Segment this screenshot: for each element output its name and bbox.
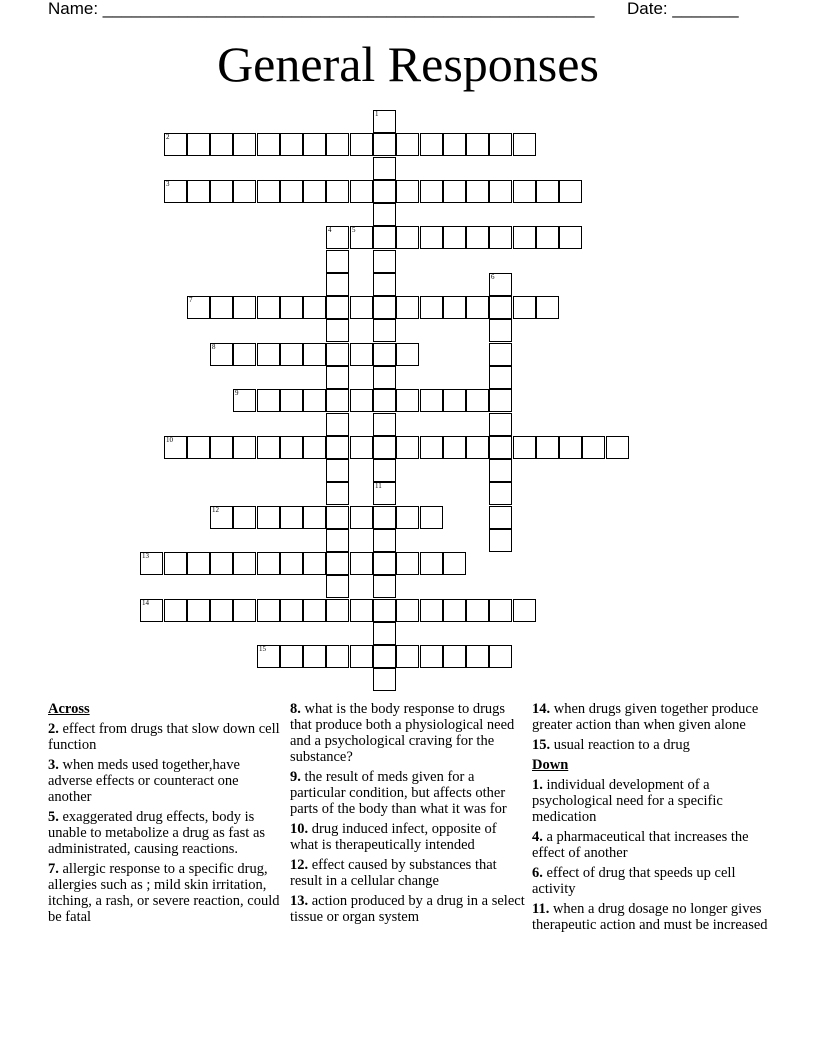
grid-cell[interactable] xyxy=(420,436,443,459)
clues-column-2 xyxy=(290,701,526,929)
clue-number: 14 xyxy=(142,599,149,607)
grid-cell[interactable] xyxy=(326,389,349,412)
grid-cell[interactable] xyxy=(373,622,396,645)
grid-cell[interactable] xyxy=(350,226,373,249)
page-title: General Responses xyxy=(217,36,599,92)
grid-cell[interactable] xyxy=(489,506,512,529)
grid-cell[interactable] xyxy=(326,552,349,575)
grid-cell[interactable] xyxy=(373,180,396,203)
grid-cell[interactable] xyxy=(489,319,512,342)
grid-cell[interactable] xyxy=(350,296,373,319)
grid-cell[interactable] xyxy=(420,296,443,319)
grid-cell[interactable] xyxy=(373,343,396,366)
grid-cell[interactable] xyxy=(303,133,326,156)
clue-number: 4 xyxy=(328,226,332,234)
grid-cell[interactable] xyxy=(466,296,489,319)
grid-cell[interactable] xyxy=(164,436,187,459)
grid-cell[interactable] xyxy=(280,645,303,668)
grid-cell[interactable] xyxy=(373,436,396,459)
grid-cell[interactable] xyxy=(420,645,443,668)
grid-cell[interactable] xyxy=(489,599,512,622)
grid-cell[interactable] xyxy=(280,296,303,319)
grid-cell[interactable] xyxy=(350,343,373,366)
grid-cell[interactable] xyxy=(280,599,303,622)
grid-cell[interactable] xyxy=(373,157,396,180)
clue-across-13: 13. action produced by a drug in a select tissue or organ system xyxy=(290,893,525,925)
grid-cell[interactable] xyxy=(326,413,349,436)
grid-cell[interactable] xyxy=(326,645,349,668)
grid-cell[interactable] xyxy=(326,343,349,366)
grid-cell[interactable] xyxy=(513,133,536,156)
clue-number: 11 xyxy=(375,482,382,490)
clue-number: 2 xyxy=(166,133,170,141)
grid-cell[interactable] xyxy=(373,529,396,552)
grid-cell[interactable] xyxy=(280,180,303,203)
clues-column-3 xyxy=(532,701,768,937)
grid-cell[interactable] xyxy=(280,133,303,156)
grid-cell[interactable] xyxy=(233,552,256,575)
grid-cell[interactable] xyxy=(257,180,280,203)
clue-across-9: 9. the result of meds given for a particular condition, but affects other parts of the body than what it was for xyxy=(290,769,507,817)
grid-cell[interactable] xyxy=(489,529,512,552)
grid-cell[interactable] xyxy=(303,296,326,319)
clue-across-12: 12. effect caused by substances that result in a cellular change xyxy=(290,857,497,889)
grid-cell[interactable] xyxy=(373,575,396,598)
grid-cell[interactable] xyxy=(373,226,396,249)
grid-cell[interactable] xyxy=(396,343,419,366)
grid-cell[interactable] xyxy=(187,133,210,156)
grid-cell[interactable] xyxy=(373,668,396,691)
grid-cell[interactable] xyxy=(420,389,443,412)
grid-cell[interactable] xyxy=(443,180,466,203)
grid-cell[interactable] xyxy=(373,552,396,575)
grid-cell[interactable] xyxy=(233,506,256,529)
grid-cell[interactable] xyxy=(443,389,466,412)
grid-cell[interactable] xyxy=(536,436,559,459)
grid-cell[interactable] xyxy=(466,436,489,459)
clue-number: 1 xyxy=(375,110,379,118)
grid-cell[interactable] xyxy=(489,133,512,156)
grid-cell[interactable] xyxy=(326,459,349,482)
grid-cell[interactable] xyxy=(350,180,373,203)
grid-cell[interactable] xyxy=(350,389,373,412)
across-heading: Across xyxy=(48,701,90,717)
grid-cell[interactable] xyxy=(373,203,396,226)
grid-cell[interactable] xyxy=(303,389,326,412)
grid-cell[interactable] xyxy=(233,296,256,319)
clue-number: 10 xyxy=(166,436,173,444)
grid-cell[interactable] xyxy=(257,343,280,366)
grid-cell[interactable] xyxy=(280,436,303,459)
grid-cell[interactable] xyxy=(350,436,373,459)
grid-cell[interactable] xyxy=(164,133,187,156)
grid-cell[interactable] xyxy=(140,552,163,575)
grid-cell[interactable] xyxy=(396,599,419,622)
grid-cell[interactable] xyxy=(257,133,280,156)
clue-down-11: 11. when a drug dosage no longer gives therapeutic action and must be increased xyxy=(532,901,768,933)
grid-cell[interactable] xyxy=(257,645,280,668)
grid-cell[interactable] xyxy=(396,389,419,412)
grid-cell[interactable] xyxy=(373,319,396,342)
grid-cell[interactable] xyxy=(326,250,349,273)
grid-cell[interactable] xyxy=(443,599,466,622)
grid-cell[interactable] xyxy=(443,436,466,459)
grid-cell[interactable] xyxy=(466,133,489,156)
grid-cell[interactable] xyxy=(233,599,256,622)
grid-cell[interactable] xyxy=(233,436,256,459)
grid-cell[interactable] xyxy=(373,250,396,273)
grid-cell[interactable] xyxy=(210,180,233,203)
grid-cell[interactable] xyxy=(257,506,280,529)
grid-cell[interactable] xyxy=(559,226,582,249)
grid-cell[interactable] xyxy=(420,180,443,203)
grid-cell[interactable] xyxy=(187,436,210,459)
clue-across-10: 10. drug induced infect, opposite of what is therapeutically intended xyxy=(290,821,497,853)
grid-cell[interactable] xyxy=(513,599,536,622)
grid-cell[interactable] xyxy=(396,436,419,459)
grid-cell[interactable] xyxy=(396,552,419,575)
grid-cell[interactable] xyxy=(233,389,256,412)
grid-cell[interactable] xyxy=(326,296,349,319)
grid-cell[interactable] xyxy=(210,133,233,156)
grid-cell[interactable] xyxy=(489,645,512,668)
grid-cell[interactable] xyxy=(326,319,349,342)
date-field-label[interactable]: Date: _______ xyxy=(627,0,739,18)
grid-cell[interactable] xyxy=(443,226,466,249)
grid-cell[interactable] xyxy=(280,506,303,529)
grid-cell[interactable] xyxy=(489,413,512,436)
grid-cell[interactable] xyxy=(280,389,303,412)
grid-cell[interactable] xyxy=(373,482,396,505)
grid-cell[interactable] xyxy=(373,133,396,156)
grid-cell[interactable] xyxy=(582,436,605,459)
grid-cell[interactable] xyxy=(233,180,256,203)
grid-cell[interactable] xyxy=(326,180,349,203)
grid-cell[interactable] xyxy=(303,343,326,366)
grid-cell[interactable] xyxy=(257,389,280,412)
grid-cell[interactable] xyxy=(489,226,512,249)
grid-cell[interactable] xyxy=(350,599,373,622)
clue-across-8: 8. what is the body response to drugs that produce both a physiological need and a psychological craving for the substance? xyxy=(290,701,515,765)
grid-cell[interactable] xyxy=(373,273,396,296)
grid-cell[interactable] xyxy=(326,273,349,296)
grid-cell[interactable] xyxy=(396,133,419,156)
grid-cell[interactable] xyxy=(420,226,443,249)
clue-across-7: 7. allergic response to a specific drug, allergies such as ; mild skin irritation, itching, a rash, or severe reaction, could be fatal xyxy=(48,861,280,925)
grid-cell[interactable] xyxy=(489,482,512,505)
grid-cell[interactable] xyxy=(303,180,326,203)
clue-number: 9 xyxy=(235,389,239,397)
grid-cell[interactable] xyxy=(350,645,373,668)
grid-cell[interactable] xyxy=(489,273,512,296)
grid-cell[interactable] xyxy=(536,180,559,203)
clue-number: 13 xyxy=(142,552,149,560)
grid-cell[interactable] xyxy=(489,180,512,203)
grid-cell[interactable] xyxy=(489,296,512,319)
grid-cell[interactable] xyxy=(280,343,303,366)
grid-cell[interactable] xyxy=(373,506,396,529)
grid-cell[interactable] xyxy=(466,599,489,622)
grid-cell[interactable] xyxy=(489,366,512,389)
grid-cell[interactable] xyxy=(326,226,349,249)
grid-cell[interactable] xyxy=(373,599,396,622)
name-field-label[interactable]: Name: ____________________________________________________ xyxy=(48,0,595,18)
grid-cell[interactable] xyxy=(164,599,187,622)
grid-cell[interactable] xyxy=(187,552,210,575)
clue-number: 12 xyxy=(212,506,219,514)
grid-cell[interactable] xyxy=(210,552,233,575)
grid-cell[interactable] xyxy=(373,645,396,668)
grid-cell[interactable] xyxy=(257,296,280,319)
clue-down-4: 4. a pharmaceutical that increases the effect of another xyxy=(532,829,749,861)
grid-cell[interactable] xyxy=(420,552,443,575)
grid-cell[interactable] xyxy=(187,599,210,622)
grid-cell[interactable] xyxy=(326,506,349,529)
grid-cell[interactable] xyxy=(606,436,629,459)
grid-cell[interactable] xyxy=(303,506,326,529)
grid-cell[interactable] xyxy=(350,133,373,156)
grid-cell[interactable] xyxy=(513,436,536,459)
grid-cell[interactable] xyxy=(466,389,489,412)
grid-cell[interactable] xyxy=(373,366,396,389)
grid-cell[interactable] xyxy=(396,296,419,319)
grid-cell[interactable] xyxy=(513,226,536,249)
clue-across-15: 15. usual reaction to a drug xyxy=(532,737,690,753)
grid-cell[interactable] xyxy=(326,482,349,505)
grid-cell[interactable] xyxy=(210,296,233,319)
grid-cell[interactable] xyxy=(350,552,373,575)
grid-cell[interactable] xyxy=(396,180,419,203)
clue-number: 7 xyxy=(189,296,193,304)
grid-cell[interactable] xyxy=(513,180,536,203)
grid-cell[interactable] xyxy=(303,552,326,575)
clues-column-1 xyxy=(48,701,284,929)
grid-cell[interactable] xyxy=(326,436,349,459)
grid-cell[interactable] xyxy=(326,366,349,389)
grid-cell[interactable] xyxy=(187,180,210,203)
clue-number: 8 xyxy=(212,343,216,351)
grid-cell[interactable] xyxy=(164,180,187,203)
grid-cell[interactable] xyxy=(257,552,280,575)
grid-cell[interactable] xyxy=(489,389,512,412)
grid-cell[interactable] xyxy=(396,506,419,529)
clue-number: 15 xyxy=(259,645,266,653)
grid-cell[interactable] xyxy=(559,180,582,203)
grid-cell[interactable] xyxy=(489,343,512,366)
grid-cell[interactable] xyxy=(350,506,373,529)
down-heading: Down xyxy=(532,757,569,773)
grid-cell[interactable] xyxy=(326,599,349,622)
clue-number: 5 xyxy=(352,226,356,234)
grid-cell[interactable] xyxy=(373,413,396,436)
grid-cell[interactable] xyxy=(466,226,489,249)
grid-cell[interactable] xyxy=(420,599,443,622)
grid-cell[interactable] xyxy=(257,599,280,622)
grid-cell[interactable] xyxy=(513,296,536,319)
grid-cell[interactable] xyxy=(443,133,466,156)
grid-cell[interactable] xyxy=(164,552,187,575)
grid-cell[interactable] xyxy=(420,133,443,156)
clue-across-2: 2. effect from drugs that slow down cell function xyxy=(48,721,280,753)
grid-cell[interactable] xyxy=(210,436,233,459)
grid-cell[interactable] xyxy=(396,645,419,668)
grid-cell[interactable] xyxy=(233,343,256,366)
grid-cell[interactable] xyxy=(396,226,419,249)
grid-cell[interactable] xyxy=(443,296,466,319)
grid-cell[interactable] xyxy=(210,343,233,366)
grid-cell[interactable] xyxy=(326,133,349,156)
grid-cell[interactable] xyxy=(489,436,512,459)
grid-cell[interactable] xyxy=(140,599,163,622)
grid-cell[interactable] xyxy=(373,389,396,412)
clue-down-6: 6. effect of drug that speeds up cell activity xyxy=(532,865,736,897)
grid-cell[interactable] xyxy=(489,459,512,482)
grid-cell[interactable] xyxy=(373,459,396,482)
grid-cell[interactable] xyxy=(303,645,326,668)
clue-across-3: 3. when meds used together,have adverse effects or counteract one another xyxy=(48,757,240,805)
grid-cell[interactable] xyxy=(420,506,443,529)
clue-across-5: 5. exaggerated drug effects, body is unable to metabolize a drug as fast as administrated, causing reactions. xyxy=(48,809,266,857)
grid-cell[interactable] xyxy=(257,436,280,459)
grid-cell[interactable] xyxy=(303,436,326,459)
grid-cell[interactable] xyxy=(443,645,466,668)
grid-cell[interactable] xyxy=(536,226,559,249)
clue-number: 3 xyxy=(166,180,170,188)
grid-cell[interactable] xyxy=(443,552,466,575)
clue-down-1: 1. individual development of a psychological need for a specific medication xyxy=(532,777,723,825)
grid-cell[interactable] xyxy=(559,436,582,459)
grid-cell[interactable] xyxy=(210,599,233,622)
grid-cell[interactable] xyxy=(210,506,233,529)
grid-cell[interactable] xyxy=(280,552,303,575)
grid-cell[interactable] xyxy=(303,599,326,622)
grid-cell[interactable] xyxy=(466,645,489,668)
clue-across-14: 14. when drugs given together produce greater action than when given alone xyxy=(532,701,759,733)
grid-cell[interactable] xyxy=(187,296,210,319)
grid-cell[interactable] xyxy=(326,575,349,598)
grid-cell[interactable] xyxy=(373,110,396,133)
grid-cell[interactable] xyxy=(373,296,396,319)
grid-cell[interactable] xyxy=(466,180,489,203)
clue-number: 6 xyxy=(491,273,495,281)
grid-cell[interactable] xyxy=(536,296,559,319)
grid-cell[interactable] xyxy=(233,133,256,156)
grid-cell[interactable] xyxy=(326,529,349,552)
